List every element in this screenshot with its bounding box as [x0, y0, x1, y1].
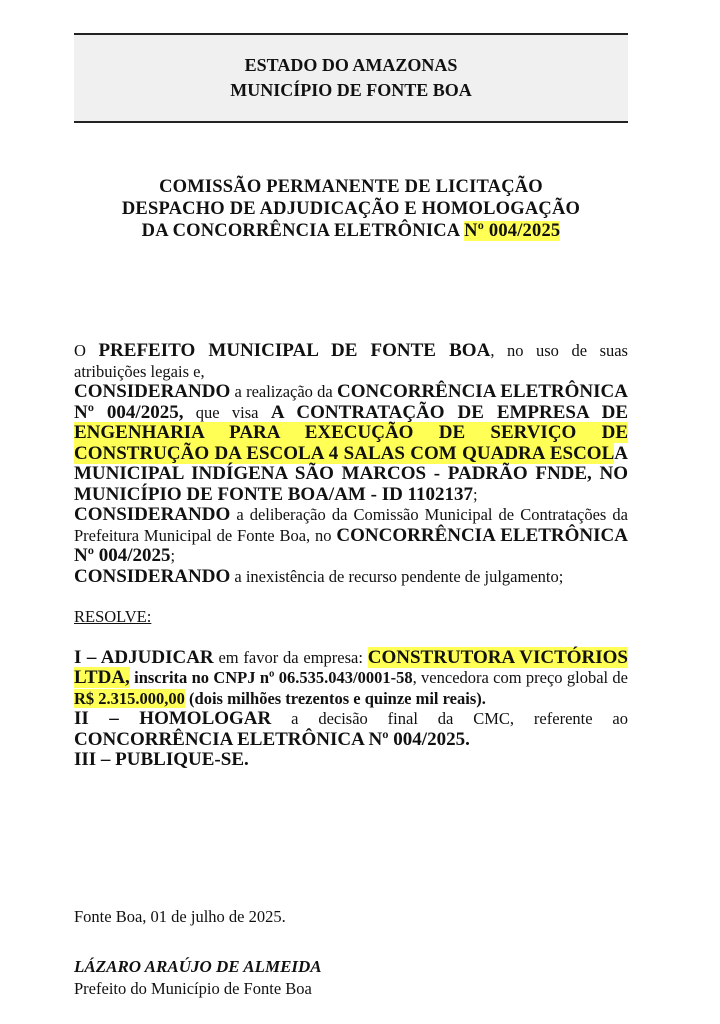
- considerando-2-text: a deliberação da Comissão Municipal de Contratações da Prefeitura Municipal de Fonte Boa, no: [74, 505, 628, 545]
- considerando-2: [74, 505, 628, 567]
- considerando-3-keyword: CONSIDERANDO: [74, 565, 231, 587]
- spacer: [74, 587, 628, 607]
- intro-paragraph: [74, 341, 628, 382]
- item-1-company: CONSTRUTORA VICTÓRIOS LTDA,: [74, 646, 628, 688]
- title-line-3-prefix: DA CONCORRÊNCIA ELETRÔNICA: [141, 221, 465, 241]
- intro-o: O: [74, 341, 99, 360]
- item-2-homologar: [74, 709, 628, 750]
- intro-rest: , no uso de suas atribuições legais e,: [74, 341, 628, 381]
- signer-name: LÁZARO ARAÚJO DE ALMEIDA: [74, 957, 322, 976]
- document-title: [74, 176, 628, 242]
- item-2-label: II – HOMOLOGAR: [74, 708, 272, 729]
- title-line-1: COMISSÃO PERMANENTE DE LICITAÇÃO: [159, 177, 543, 197]
- intro-prefeito: PREFEITO MUNICIPAL DE FONTE BOA: [98, 340, 491, 361]
- item-3-publique: III – PUBLIQUE-SE.: [74, 749, 249, 770]
- signer-role: Prefeito do Município de Fonte Boa: [74, 979, 312, 998]
- header-state: ESTADO DO AMAZONAS: [244, 55, 458, 75]
- considerando-1-bold-b: A CONTRATAÇÃO DE EMPRESA DE: [270, 401, 628, 423]
- item-2-text: a decisão final da CMC, referente ao: [271, 709, 629, 728]
- item-1-price-words: (dois milhões trezentos e quinze mil reais).: [184, 688, 486, 708]
- resolve-heading: RESOLVE:: [74, 607, 152, 626]
- considerando-1-text-b: que visa: [183, 402, 271, 422]
- considerando-1-text-a: a realização da: [230, 382, 338, 401]
- item-1-adjudicar: [74, 648, 628, 710]
- title-line-2: DESPACHO DE ADJUDICAÇÃO E HOMOLOGAÇÃO: [121, 199, 581, 219]
- considerando-2-keyword: CONSIDERANDO: [74, 504, 231, 525]
- considerando-3: [74, 567, 628, 588]
- item-1-label: I – ADJUDICAR: [74, 646, 214, 668]
- title-line-3: [74, 220, 628, 242]
- header-municipality: MUNICÍPIO DE FONTE BOA: [230, 80, 472, 100]
- document-footer: [74, 906, 628, 1000]
- considerando-1-bold-a: CONCORRÊNCIA ELETRÔNICA Nº 004/2025,: [74, 381, 628, 423]
- spacer: [74, 628, 628, 648]
- considerando-1-keyword: CONSIDERANDO: [74, 381, 231, 402]
- item-1-price: R$ 2.315.000,00: [74, 688, 185, 708]
- item-1-text-a: em favor da empresa:: [213, 647, 368, 667]
- item-1-text-c: , vencedora com preço global de: [412, 668, 628, 687]
- item-1-cnpj: inscrita no CNPJ nº 06.535.043/0001-58: [129, 668, 413, 687]
- considerando-1-highlight: ENGENHARIA PARA EXECUÇÃO DE SERVIÇO DE CONSTRUÇÃO DA ESCOLA 4 SALAS COM QUADRA ESCOL: [74, 422, 628, 464]
- title-number-highlight: Nº 004/2025: [464, 221, 561, 241]
- considerando-1-end: ;: [473, 484, 478, 504]
- item-2-bold: CONCORRÊNCIA ELETRÔNICA Nº 004/2025.: [74, 728, 470, 750]
- footer-date: Fonte Boa, 01 de julho de 2025.: [74, 907, 286, 926]
- document-body: [74, 341, 628, 771]
- considerando-1-bold-c: A MUNICIPAL INDÍGENA SÃO MARCOS - PADRÃO FNDE, NO MUNICÍPIO DE FONTE BOA/AM - ID 1102137: [74, 442, 628, 505]
- considerando-2-bold: CONCORRÊNCIA ELETRÔNICA Nº 004/2025: [74, 524, 628, 566]
- document-header: [74, 33, 628, 123]
- considerando-3-text: a inexistência de recurso pendente de julgamento;: [230, 566, 564, 586]
- considerando-2-end: ;: [170, 546, 176, 565]
- considerando-1: [74, 382, 628, 505]
